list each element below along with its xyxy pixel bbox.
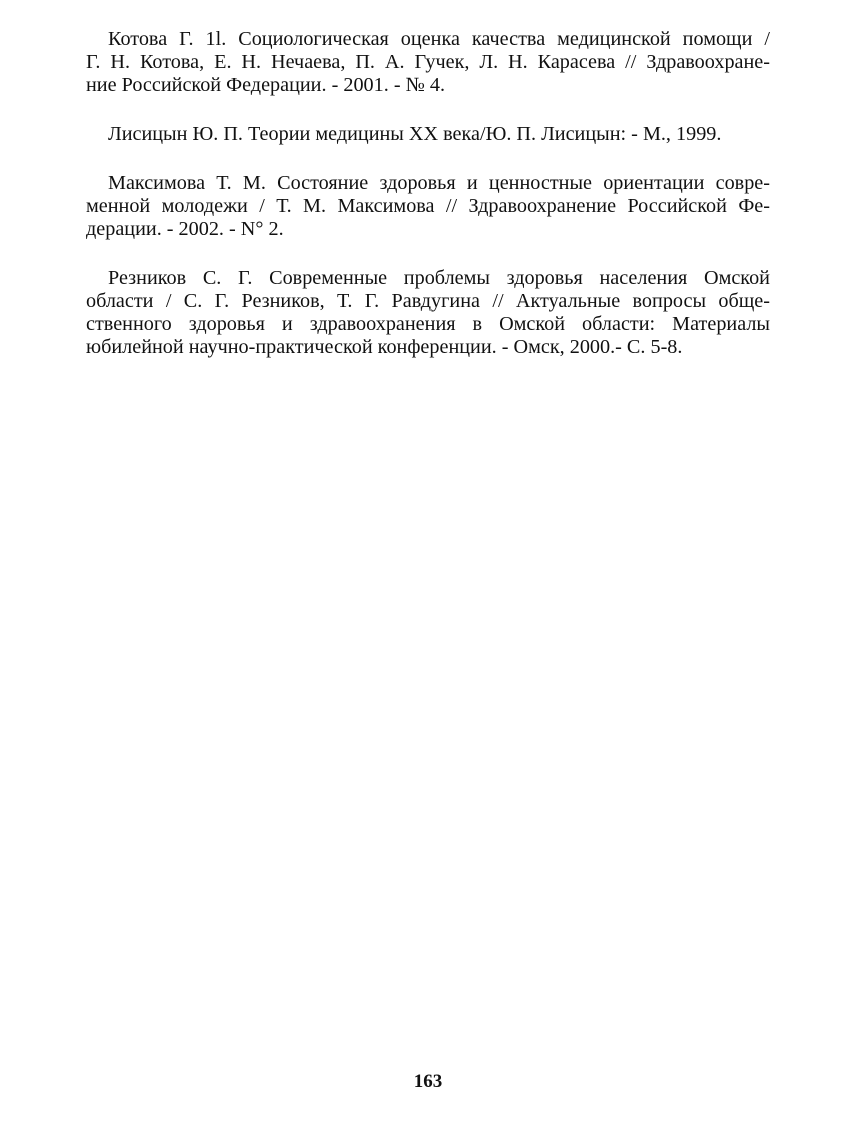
page-number: 163	[413, 1071, 443, 1092]
reference-line: Г. Н. Котова, Е. Н. Нечаева, П. А. Гучек, Л. Н. Карасева // Здравоохране-	[86, 51, 770, 73]
reference-item-maksimova	[86, 172, 770, 241]
reference-line: ственного здоровья и здравоохранения в Омской области: Материалы	[86, 313, 770, 335]
reference-line: Резников С. Г. Современные проблемы здоровья населения Омской	[108, 267, 770, 289]
reference-list	[86, 28, 770, 385]
reference-item-reznikov	[86, 267, 770, 359]
reference-line: области / С. Г. Резников, Т. Г. Равдугина // Актуальные вопросы обще-	[86, 290, 770, 312]
reference-item-lisitsyn	[86, 123, 770, 146]
reference-line: дерации. - 2002. - N° 2.	[86, 218, 284, 240]
reference-line: ние Российской Федерации. - 2001. - № 4.	[86, 74, 446, 96]
reference-line: юбилейной научно-практической конференции. - Омск, 2000.- С. 5-8.	[86, 336, 683, 358]
reference-item-kotova	[86, 28, 770, 97]
reference-line: Лисицын Ю. П. Теории медицины XX века/Ю. П. Лисицын: - М., 1999.	[108, 123, 722, 145]
reference-line: Котова Г. 1l. Социологическая оценка качества медицинской помощи /	[108, 28, 770, 50]
reference-line: менной молодежи / Т. М. Максимова // Здравоохранение Российской Фе-	[86, 195, 770, 217]
reference-line: Максимова Т. М. Состояние здоровья и ценностные ориентации совре-	[108, 172, 770, 194]
